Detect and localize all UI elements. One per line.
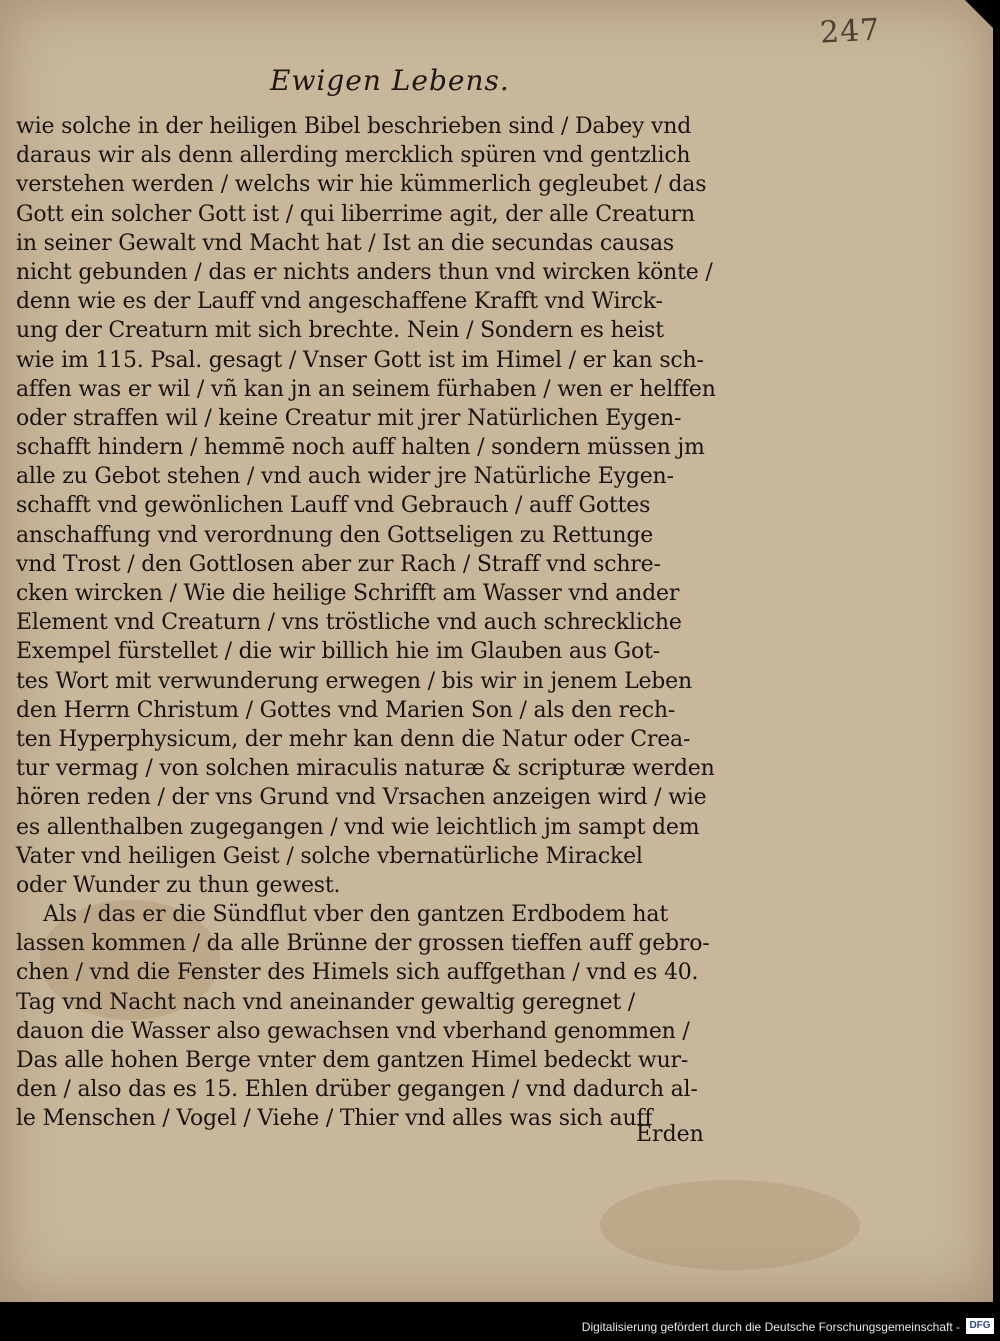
text-line: schafft vnd gewönlichen Lauff vnd Gebrauch / auff Gottes [16, 493, 651, 519]
text-line: anschaffung vnd verordnung den Gottseligen zu Rettunge [16, 522, 654, 548]
text-line: Als / das er die Sündflut vber den gantzen Erdbodem hat [16, 902, 668, 928]
funding-notice: Digitalisierung gefördert durch die Deutsche Forschungsgemeinschaft - [581, 1320, 960, 1334]
text-line: Vater vnd heiligen Geist / solche vbernatürliche Mirackel [16, 843, 643, 869]
page-corner-fold [965, 0, 993, 28]
text-line: ung der Creaturn mit sich brechte. Nein / Sondern es heist [16, 318, 664, 344]
text-line: Element vnd Creaturn / vns tröstliche vnd auch schreckliche [16, 610, 682, 636]
text-line: den / also das es 15. Ehlen drüber gegangen / vnd dadurch al- [16, 1077, 698, 1103]
dfg-logo-icon: DFG [966, 1318, 994, 1334]
text-line: ten Hyperphysicum, der mehr kan denn die Natur oder Crea- [16, 726, 691, 752]
text-line: nicht gebunden / das er nichts anders thun vnd wircken könte / [16, 259, 713, 285]
text-line: Tag vnd Nacht nach vnd aneinander gewaltig geregnet / [16, 989, 635, 1015]
text-line: den Herrn Christum / Gottes vnd Marien Son / als den rech- [16, 697, 676, 723]
page-number: 247 [819, 12, 882, 51]
text-line: tes Wort mit verwunderung erwegen / bis wir in jenem Leben [16, 668, 692, 694]
text-line: Das alle hohen Berge vnter dem gantzen Himel bedeckt wur- [16, 1048, 689, 1073]
text-line: cken wircken / Wie die heilige Schrifft am Wasser vnd ander [16, 581, 680, 606]
text-line: oder straffen wil / keine Creatur mit jrer Natürlichen Eygen- [16, 405, 682, 431]
text-line: chen / vnd die Fenster des Himels sich auffgethan / vnd es 40. [16, 960, 699, 986]
footer-bar [0, 1302, 1000, 1341]
body-text [16, 112, 716, 1134]
paper-stain [600, 1180, 860, 1270]
text-line: vnd Trost / den Gottlosen aber zur Rach / Straff vnd schre- [16, 551, 661, 577]
catchword: Erden [636, 1122, 704, 1147]
text-line: affen was er wil / vñ kan jn an seinem fürhaben / wen er helffen [16, 376, 716, 402]
text-line: Exempel fürstellet / die wir billich hie im Glauben aus Got- [16, 639, 660, 665]
text-line: es allenthalben zugegangen / vnd wie leichtlich jm sampt dem [16, 814, 700, 840]
text-line: denn wie es der Lauff vnd angeschaffene Krafft vnd Wirck- [16, 289, 663, 315]
text-line: schafft hindern / hemmē noch auff halten / sondern müssen jm [16, 435, 705, 461]
text-line: in seiner Gewalt vnd Macht hat / Ist an die secundas causas [16, 230, 674, 256]
text-line: hören reden / der vns Grund vnd Vrsachen anzeigen wird / wie [16, 785, 707, 811]
text-line: oder Wunder zu thun gewest. [16, 872, 341, 898]
text-line: tur vermag / von solchen miraculis naturæ & scripturæ werden [16, 756, 715, 782]
text-line: alle zu Gebot stehen / vnd auch wider jre Natürliche Eygen- [16, 464, 674, 490]
text-line: wie solche in der heiligen Bibel beschrieben sind / Dabey vnd [16, 114, 692, 139]
running-head: Ewigen Lebens. [270, 64, 510, 97]
text-line: daraus wir als denn allerding mercklich spüren vnd gentzlich [16, 143, 691, 169]
text-line: wie im 115. Psal. gesagt / Vnser Gott ist im Himel / er kan sch- [16, 347, 704, 373]
text-line: dauon die Wasser also gewachsen vnd vberhand genommen / [16, 1018, 690, 1044]
text-line: le Menschen / Vogel / Viehe / Thier vnd alles was sich auff [16, 1106, 653, 1132]
text-line: Gott ein solcher Gott ist / qui liberrime agit, der alle Creaturn [16, 201, 695, 227]
text-line: lassen kommen / da alle Brünne der grossen tieffen auff gebro- [16, 931, 710, 957]
text-line: verstehen werden / welchs wir hie kümmerlich gegleubet / das [16, 172, 707, 198]
